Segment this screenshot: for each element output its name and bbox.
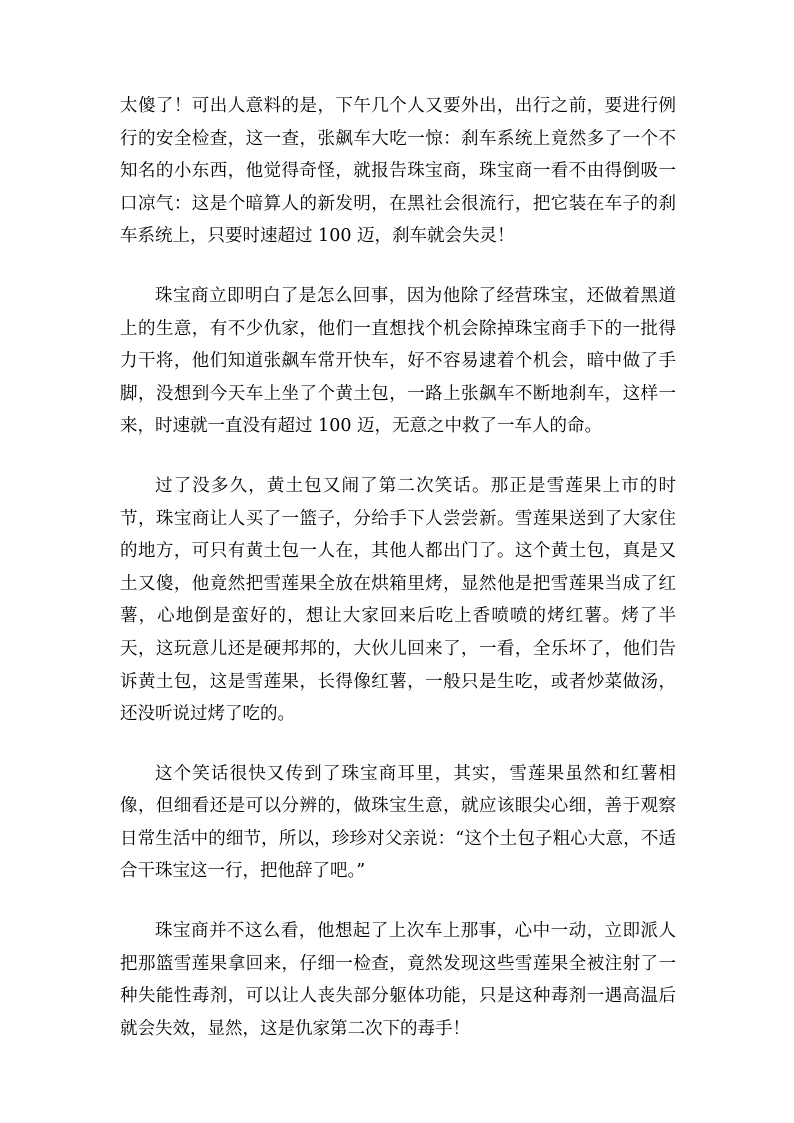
paragraph-5: 珠宝商并不这么看，他想起了上次车上那事，心中一动，立即派人把那篮雪莲果拿回来，仔细一检查，竟然发现这些雪莲果全被注射了一种失能性毒剂，可以让人丧失部分躯体功能，只是这种毒剂一遇高温后就会失效，显然，这是仇家第二次下的毒手！ (120, 921, 676, 1039)
paragraph-4: 这个笑话很快又传到了珠宝商耳里，其实，雪莲果虽然和红薯相像，但细看还是可以分辨的，做珠宝生意，就应该眼尖心细，善于观察日常生活中的细节，所以，珍珍对父亲说：“这个土包子粗心大意，不适合干珠宝这一行，把他辞了吧。” (120, 763, 676, 882)
document-body (120, 90, 676, 1072)
paragraph-1: 太傻了！可出人意料的是，下午几个人又要外出，出行之前，要进行例行的安全检查，这一查，张飙车大吃一惊：刹车系统上竟然多了一个不知名的小东西，他觉得奇怪，就报告珠宝商，珠宝商一看不由得倒吸一口凉气：这是个暗算人的新发明，在黑社会很流行，把它装在车子的刹车系统上，只要时速超过 100 迈，刹车就会失灵！ (120, 96, 676, 247)
paragraph-3: 过了没多久，黄土包又闹了第二次笑话。那正是雪莲果上市的时节，珠宝商让人买了一篮子，分给手下人尝尝新。雪莲果送到了大家住的地方，可只有黄土包一人在，其他人都出门了。这个黄土包，真是又土又傻，他竟然把雪莲果全放在烘箱里烤，显然他是把雪莲果当成了红薯，心地倒是蛮好的，想让大家回来后吃上香喷喷的烤红薯。烤了半天，这玩意儿还是硬邦邦的，大伙儿回来了，一看，全乐坏了，他们告诉黄土包，这是雪莲果，长得像红薯，一般只是生吃，或者炒菜做汤，还没听说过烤了吃的。 (120, 475, 676, 725)
paragraph-2: 珠宝商立即明白了是怎么回事，因为他除了经营珠宝，还做着黑道上的生意，有不少仇家，他们一直想找个机会除掉珠宝商手下的一批得力干将，他们知道张飙车常开快车，好不容易逮着个机会，暗中做了手脚，没想到今天车上坐了个黄土包，一路上张飙车不断地刹车，这样一来，时速就一直没有超过 100 迈，无意之中救了一车人的命。 (120, 285, 676, 437)
